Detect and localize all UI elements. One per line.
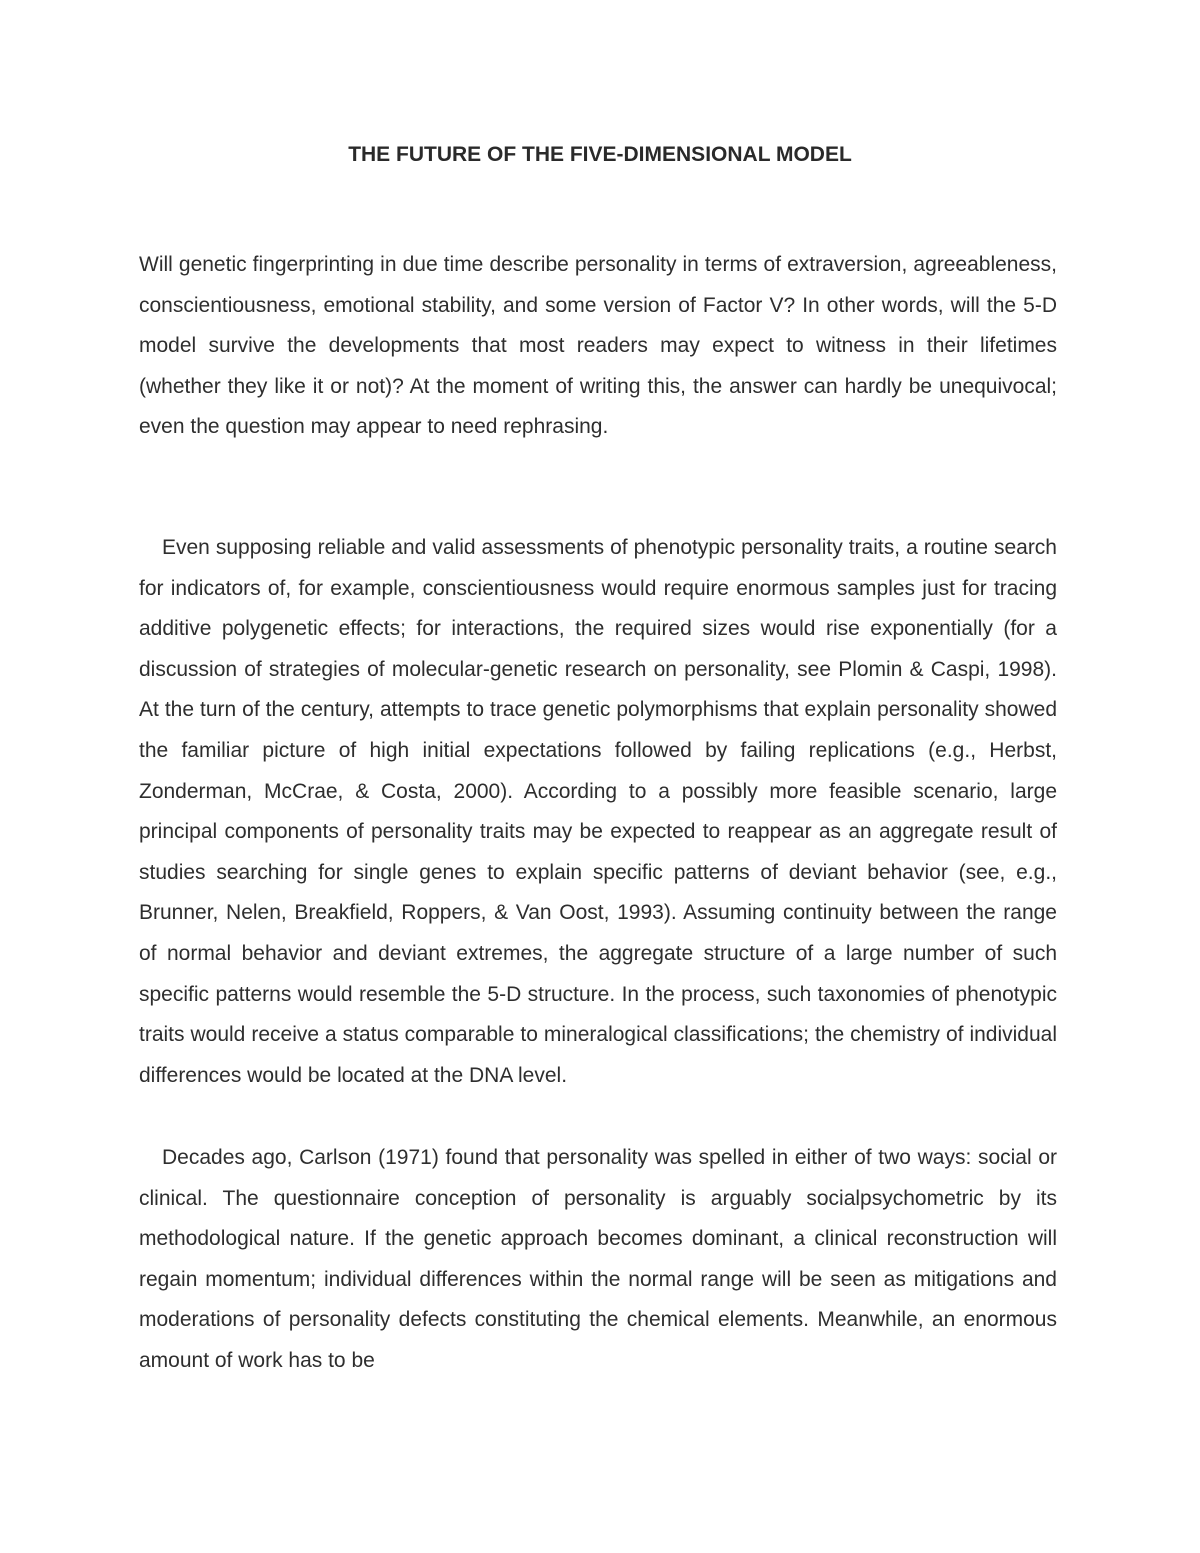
paragraph-carlson: Decades ago, Carlson (1971) found that personality was spelled in either of two ways: social or clinical. The questionnaire conception of personality is arguably socialpsychometric by its methodological nature. If the genetic approach becomes dominant, a clinical reconstruction will regain momentum; individual differences within the normal range will be seen as mitigations and moderations of personality defects constituting the chemical elements. Meanwhile, an enormous amount of work has to be bbox=[139, 1146, 1057, 1372]
paragraph-genetics: Even supposing reliable and valid assessments of phenotypic personality traits, a routine search for indicators of, for example, conscientiousness would require enormous samples just for tracing additive polygenetic effects; for interactions, the required sizes would rise exponentially (for a discussion of strategies of molecular-genetic research on personality, see Plomin & Caspi, 1998). At the turn of the century, attempts to trace genetic polymorphisms that explain personality showed the familiar picture of high initial expectations followed by failing replications (e.g., Herbst, Zonderman, McCrae, & Costa, 2000). According to a possibly more feasible scenario, large principal components of personality traits may be expected to reappear as an aggregate result of studies searching for single genes to explain specific patterns of deviant behavior (see, e.g., Brunner, Nelen, Breakfield, Roppers, & Van Oost, 1993). Assuming continuity between the range of normal behavior and deviant extremes, the aggregate structure of a large number of such specific patterns would resemble the 5-D structure. In the process, such taxonomies of phenotypic traits would receive a status comparable to mineralogical classifications; the chemistry of individual differences would be located at the DNA level. bbox=[139, 536, 1057, 1087]
document-title: THE FUTURE OF THE FIVE-DIMENSIONAL MODEL bbox=[348, 143, 852, 166]
paragraph-intro: Will genetic fingerprinting in due time describe personality in terms of extraversion, agreeableness, conscientiousness, emotional stability, and some version of Factor V? In other words, will the 5-D model survive the developments that most readers may expect to witness in their lifetimes (whether they like it or not)? At the moment of writing this, the answer can hardly be unequivocal; even the question may appear to need rephrasing. bbox=[139, 253, 1057, 439]
